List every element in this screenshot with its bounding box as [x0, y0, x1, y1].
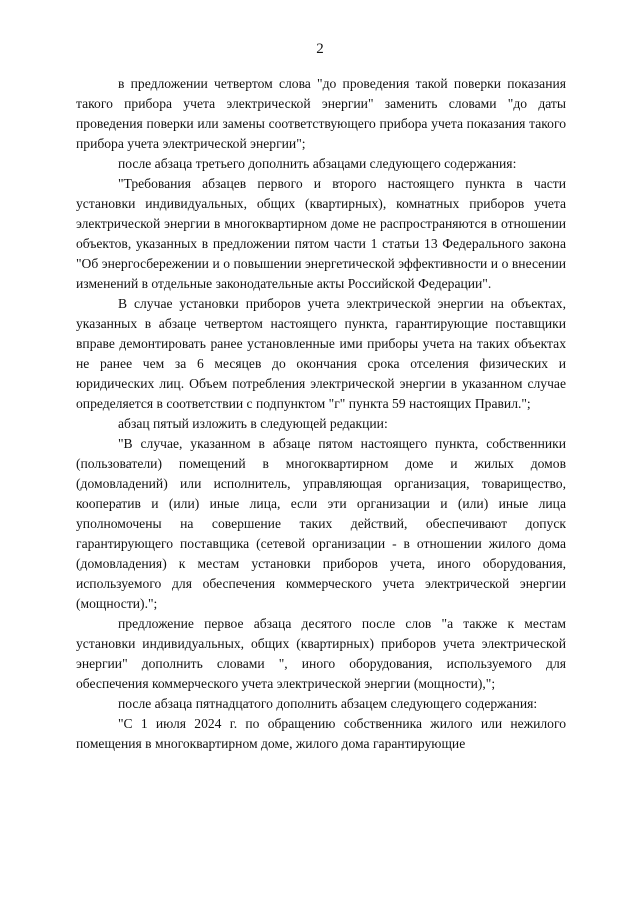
paragraph: после абзаца пятнадцатого дополнить абзацем следующего содержания: [118, 696, 538, 711]
paragraph: в предложении четвертом слова "до проведения такой поверки показания такого прибора учета электрической энергии" заменить словами "до даты проведения поверки или замены соответствующего прибора учета показания такого прибора учета электрической энергии"; [76, 76, 566, 151]
paragraph: абзац пятый изложить в следующей редакции: [118, 416, 388, 431]
paragraph: "В случае, указанном в абзаце пятом настоящего пункта, собственники (пользователи) помещений в многоквартирном доме и жилых домов (домовладений) или исполнитель, управляющая организация, товарищество, кооператив и (или) иные лица, если эти организации и (или) иные лица уполномочены на совершение таких действий, обеспечивают допуск гарантирующего поставщика (сетевой организации - в отношении жилого дома (домовладения) к местам установки приборов учета, иного оборудования, используемого для обеспечения коммерческого учета электрической энергии (мощности)."; [76, 436, 566, 611]
paragraph: "Требования абзацев первого и второго настоящего пункта в части установки индивидуальных, общих (квартирных), комнатных приборов учета электрической энергии в многоквартирном доме не распространяются в отношении объектов, указанных в предложении пятом части 1 статьи 13 Федерального закона "Об энергосбережении и о повышении энергетической эффективности и о внесении изменений в отдельные законодательные акты Российской Федерации". [76, 176, 566, 291]
paragraph: после абзаца третьего дополнить абзацами следующего содержания: [118, 156, 517, 171]
document-body [76, 74, 566, 754]
page-number: 2 [316, 41, 324, 57]
paragraph: предложение первое абзаца десятого после слов "а также к местам установки индивидуальных, общих (квартирных) приборов учета электрической энергии" дополнить словами ", иного оборудования, используемого для обеспечения коммерческого учета электрической энергии (мощности),"; [76, 616, 566, 691]
paragraph: "С 1 июля 2024 г. по обращению собственника жилого или нежилого помещения в многоквартирном доме, жилого дома гарантирующие [76, 716, 566, 751]
paragraph: В случае установки приборов учета электрической энергии на объектах, указанных в абзаце четвертом настоящего пункта, гарантирующие поставщики вправе демонтировать ранее установленные ими приборы учета на таких объектах не ранее чем за 6 месяцев до окончания срока отселения физических и юридических лиц. Объем потребления электрической энергии в указанном случае определяется в соответствии с подпунктом "г" пункта 59 настоящих Правил."; [76, 296, 566, 411]
